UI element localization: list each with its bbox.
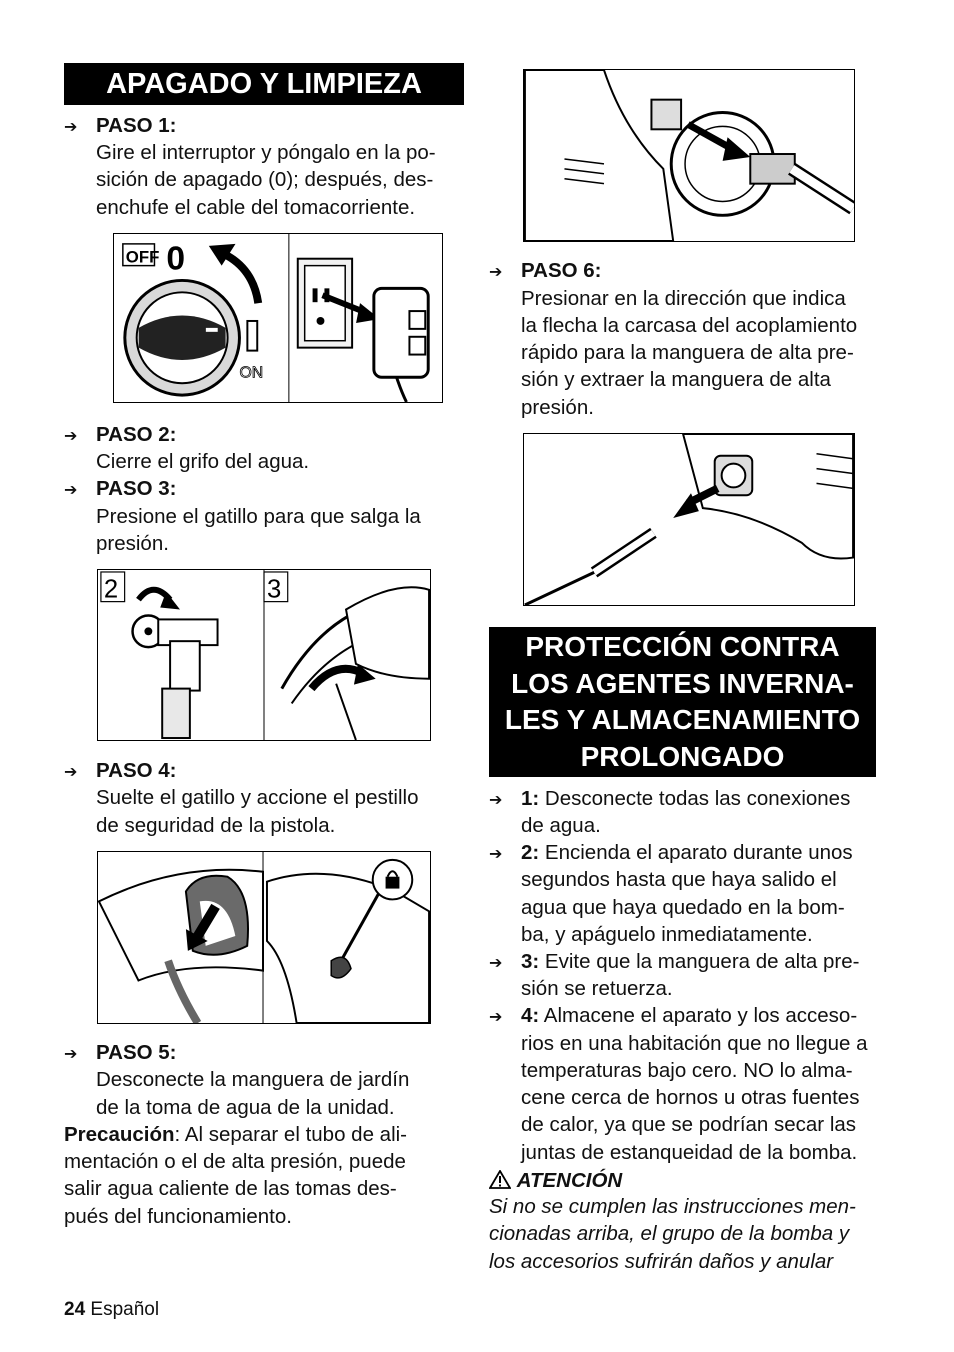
step-3-line: Presione el gatillo para que salga la: [96, 505, 421, 528]
step-5-line: Desconecte la manguera de jardín: [96, 1068, 410, 1091]
step-5-line: de la toma de agua de la unidad.: [96, 1096, 395, 1119]
protection-item-line: juntas de estanqueidad de la bomba.: [521, 1141, 858, 1164]
item-text: Almacene el aparato y los acceso-: [539, 1004, 858, 1027]
step-arrow-icon: ➔: [64, 764, 78, 781]
section-title-line: LOS AGENTES INVERNA-: [511, 667, 854, 699]
footer-language: Español: [90, 1299, 160, 1320]
step-arrow-icon: ➔: [64, 482, 78, 499]
caution-text: : Al separar el tubo de ali-: [174, 1123, 407, 1146]
figure-hose-coupling: [523, 69, 855, 242]
step-6-heading: PASO 6:: [521, 259, 602, 282]
attention-line: los accesorios sufrirán daños y anular: [489, 1250, 834, 1273]
protection-item-line: de agua.: [521, 814, 601, 837]
step-1-line: Gire el interruptor y póngalo en la po-: [96, 141, 436, 164]
step-6-line: rápido para la manguera de alta pre-: [521, 341, 854, 364]
item-number: 3:: [521, 950, 540, 973]
protection-item-4: [521, 1002, 857, 1029]
step-1-heading: PASO 1:: [96, 114, 177, 137]
caution-line: mentación o el de alta presión, puede: [64, 1150, 406, 1173]
attention-heading: [489, 1167, 622, 1194]
attention-line: Si no se cumplen las instrucciones men-: [489, 1195, 856, 1218]
figure-faucet-trigger: [97, 569, 431, 741]
section-title-proteccion: [489, 627, 876, 777]
figure-switch-unplug: [113, 233, 443, 403]
off-label: OFF: [125, 247, 160, 267]
protection-item-line: segundos hasta que haya salido el: [521, 868, 837, 891]
step-6-line: Presionar en la dirección que indica: [521, 287, 846, 310]
step-arrow-icon: ➔: [64, 119, 78, 136]
caution-line: pués del funcionamiento.: [64, 1205, 292, 1228]
on-label: ON: [239, 364, 264, 382]
step-1-line: enchufe el cable del tomacorriente.: [96, 196, 416, 219]
step-4-line: Suelte el gatillo y accione el pestillo: [96, 786, 419, 809]
step-6-line: sión y extraer la manguera de alta: [521, 368, 831, 391]
figure-safety-lock: [97, 851, 431, 1024]
step-3-line: presión.: [96, 532, 169, 555]
step-5-heading: PASO 5:: [96, 1041, 177, 1064]
caution-line: salir agua caliente de las tomas des-: [64, 1177, 397, 1200]
figure-number-3: 3: [266, 575, 282, 604]
list-arrow-icon: ➔: [489, 1009, 503, 1026]
zero-label: 0: [166, 240, 186, 278]
list-arrow-icon: ➔: [489, 955, 503, 972]
page-number: 24: [64, 1299, 86, 1320]
item-number: 2:: [521, 841, 540, 864]
step-3-heading: PASO 3:: [96, 477, 177, 500]
item-number: 4:: [521, 1004, 540, 1027]
step-2-heading: PASO 2:: [96, 423, 177, 446]
protection-item-line: rios en una habitación que no llegue a: [521, 1032, 868, 1055]
attention-label: ATENCIÓN: [516, 1169, 623, 1192]
protection-item-line: ba, y apáguelo inmediatamente.: [521, 923, 813, 946]
step-arrow-icon: ➔: [489, 264, 503, 281]
protection-item-line: temperaturas bajo cero. NO lo alma-: [521, 1059, 853, 1082]
step-arrow-icon: ➔: [64, 428, 78, 445]
step-4-heading: PASO 4:: [96, 759, 177, 782]
caution-label: Precaución: [64, 1123, 175, 1146]
protection-item-1: [521, 785, 850, 812]
item-text: Encienda el aparato durante unos: [539, 841, 853, 864]
step-4-line: de seguridad de la pistola.: [96, 814, 336, 837]
list-arrow-icon: ➔: [489, 846, 503, 863]
step-6-line: presión.: [521, 396, 594, 419]
protection-item-line: sión se retuerza.: [521, 977, 673, 1000]
item-text: Evite que la manguera de alta pre-: [539, 950, 860, 973]
figure-number-2: 2: [103, 575, 119, 604]
item-number: 1:: [521, 787, 540, 810]
protection-item-line: cene cerca de hornos u otras fuentes: [521, 1086, 860, 1109]
figure-high-pressure-hose: [523, 433, 855, 606]
attention-line: cionadas arriba, el grupo de la bomba y: [489, 1222, 850, 1245]
page-footer: [64, 1296, 159, 1323]
section-title-line: PROLONGADO: [580, 740, 785, 772]
protection-item-3: [521, 948, 859, 975]
warning-triangle-icon: [489, 1170, 511, 1189]
protection-item-line: de calor, ya que se podrían secar las: [521, 1113, 857, 1136]
section-title-line: PROTECCIÓN CONTRA: [525, 631, 840, 662]
caution-paragraph-first-line: [64, 1121, 407, 1148]
item-text: Desconecte todas las conexiones: [539, 787, 851, 810]
section-title-apagado: APAGADO Y LIMPIEZA: [64, 63, 464, 105]
step-6-line: la flecha la carcasa del acoplamiento: [521, 314, 858, 337]
step-2-line: Cierre el grifo del agua.: [96, 450, 310, 473]
list-arrow-icon: ➔: [489, 792, 503, 809]
section-title-line: LES Y ALMACENAMIENTO: [504, 704, 861, 735]
protection-item-2: [521, 839, 853, 866]
step-1-line: sición de apagado (0); después, des-: [96, 168, 434, 191]
step-arrow-icon: ➔: [64, 1046, 78, 1063]
protection-item-line: agua que haya quedado en la bom-: [521, 896, 845, 919]
